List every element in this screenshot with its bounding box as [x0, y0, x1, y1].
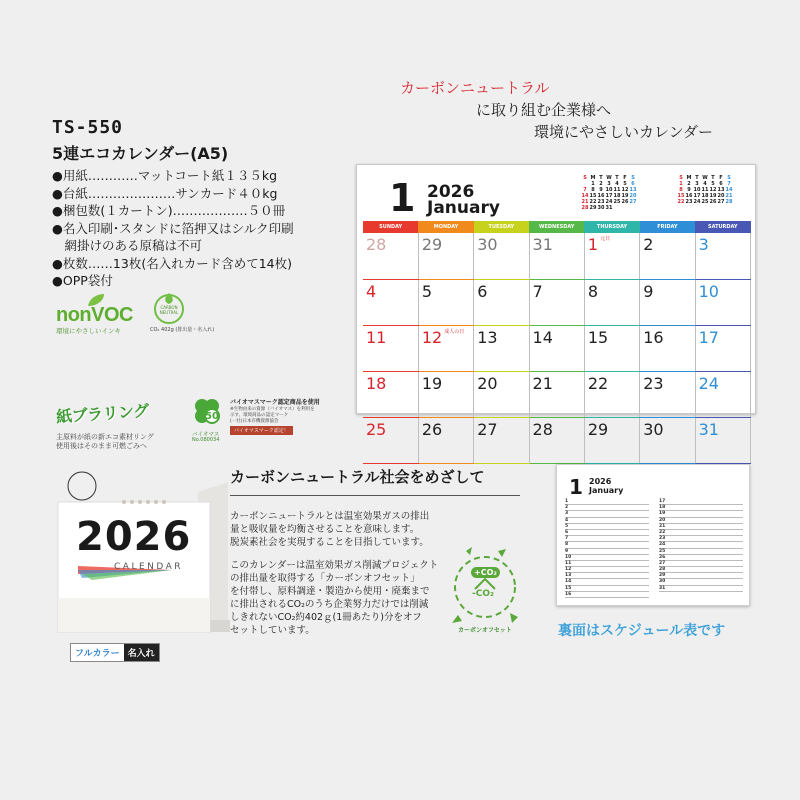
calendar-day-number: 3 — [698, 235, 709, 254]
schedule-day: 13 — [565, 573, 572, 579]
calendar-day — [363, 371, 418, 417]
mini-day: 3 — [607, 181, 611, 187]
mini-day: 23 — [685, 199, 693, 205]
calendar-day-number: 28 — [532, 419, 553, 439]
mini-day: 11 — [613, 187, 621, 193]
calendar-week — [363, 417, 751, 463]
mini-weekday: S — [727, 175, 731, 181]
mini-day: 12 — [709, 187, 717, 193]
mini-day: 1 — [591, 181, 595, 187]
calendar-day — [474, 279, 529, 325]
calendar-day-number: 29 — [421, 235, 443, 254]
calendar-day-number: 19 — [421, 373, 443, 393]
calendar-day — [695, 325, 750, 371]
calendar-week — [363, 279, 751, 325]
schedule-year: 2026 — [589, 477, 612, 486]
calendar-day-number: 17 — [698, 327, 719, 347]
calendar-day — [584, 325, 639, 371]
calendar-day — [695, 417, 750, 463]
carbon-text-line: の排出量を取得する「カーボンオフセット」 — [230, 573, 420, 584]
paper-ring-title: 紙ブラリング — [55, 401, 150, 427]
mini-day: 15 — [589, 193, 597, 199]
biomass-no: No.080034 — [192, 437, 220, 443]
biomass-ribbon: バイオマスマーク認定！ — [230, 426, 293, 435]
mini-day: 27 — [629, 199, 637, 205]
calendar-month-number: 1 — [389, 176, 416, 220]
carbon-offset-graphic — [440, 545, 530, 635]
mini-day: 27 — [717, 199, 725, 205]
mini-day: 3 — [695, 181, 699, 187]
mini-day: 15 — [677, 193, 685, 199]
schedule-day: 19 — [659, 511, 666, 517]
mini-day — [613, 205, 621, 211]
nonvoc-badge — [56, 292, 144, 336]
product-info — [52, 117, 342, 290]
spec-line: ●枚数……13枚(名入れカード含めて14枚) — [52, 255, 292, 271]
mini-day: 21 — [725, 193, 733, 199]
calendar-day-number: 1 — [587, 235, 599, 254]
mini-day — [629, 205, 637, 211]
mini-day: 12 — [621, 187, 629, 193]
desk-calendar-image — [52, 470, 242, 645]
calendar-week — [363, 325, 751, 371]
product-code: TS-550 — [52, 117, 124, 138]
mini-day: 20 — [629, 193, 637, 199]
calendar-day-number: 23 — [643, 373, 664, 393]
mini-day: 30 — [597, 205, 605, 211]
schedule-day: 7 — [565, 536, 569, 542]
mini-day: 26 — [709, 199, 717, 205]
leaf-icon — [86, 292, 106, 308]
mini-weekday: M — [590, 175, 596, 181]
calendar-grid — [363, 221, 751, 464]
carbon-section-title: カーボンニュートラル社会をめざして — [230, 468, 485, 486]
mini-day: 5 — [711, 181, 715, 187]
calendar-day-note: 成人の日 — [444, 328, 465, 335]
schedule-day: 21 — [659, 523, 666, 529]
weekday-header: TUESDAY — [474, 221, 529, 233]
calendar-day — [584, 279, 639, 325]
calendar-day-number: 25 — [366, 419, 387, 439]
schedule-preview — [556, 464, 750, 606]
carbon-paragraph-1 — [230, 510, 435, 549]
calendar-day — [695, 233, 750, 279]
carbon-text-line: を付帯し、原料調達・製造から使用・廃棄まで — [230, 586, 430, 597]
mini-day: 4 — [703, 181, 707, 187]
calendar-day-number: 2 — [643, 235, 654, 254]
spec-line: ●OPP袋付 — [52, 273, 113, 288]
schedule-caption: 裏面はスケジュール表です — [558, 623, 726, 639]
calendar-day — [418, 371, 473, 417]
mini-day: 23 — [597, 199, 605, 205]
calendar-week — [363, 233, 751, 279]
mini-weekday: T — [711, 175, 715, 181]
mini-day: 11 — [701, 187, 709, 193]
mini-day: 25 — [613, 199, 621, 205]
calendar-day — [529, 325, 584, 371]
mini-weekday: T — [599, 175, 603, 181]
schedule-right-column — [659, 499, 743, 592]
schedule-day: 11 — [565, 560, 572, 566]
calendar-day — [363, 325, 418, 371]
paper-ring-badge — [56, 400, 186, 451]
calendar-day — [640, 279, 695, 325]
calendar-day — [640, 371, 695, 417]
calendar-preview — [356, 164, 756, 439]
calendar-day-number: 31 — [698, 419, 719, 439]
schedule-day: 2 — [565, 505, 569, 511]
schedule-day: 24 — [659, 542, 666, 548]
calendar-day-number: 22 — [587, 373, 609, 393]
schedule-day: 25 — [659, 548, 666, 554]
calendar-day-number: 14 — [532, 327, 553, 347]
mini-calendar-next — [677, 175, 733, 205]
schedule-row — [565, 592, 649, 598]
schedule-month-number: 1 — [569, 475, 583, 499]
carbon-text-line: に排出されるCO₂のうち企業努力だけでは削減 — [230, 599, 429, 610]
slogan-line-3: 環境にやさしいカレンダー — [534, 123, 714, 141]
mini-day: 4 — [615, 181, 619, 187]
weekday-header: SUNDAY — [363, 221, 418, 233]
schedule-month-name: January — [589, 486, 624, 495]
carbon-text-line: セットしています。 — [230, 625, 315, 636]
calendar-day — [695, 371, 750, 417]
calendar-day — [474, 417, 529, 463]
schedule-day: 31 — [659, 585, 666, 591]
carbon-neutral-badge — [150, 290, 220, 335]
carbon-paragraph-2 — [230, 559, 439, 637]
calendar-day — [418, 417, 473, 463]
calendar-day-number: 28 — [366, 235, 387, 254]
mini-day: 14 — [725, 187, 733, 193]
calendar-day-number: 8 — [587, 281, 599, 301]
calendar-week — [363, 371, 751, 417]
schedule-day: 23 — [659, 536, 666, 542]
biomass-desc-2: 示す、環境商品の認定マーク — [230, 413, 289, 418]
mini-day: 25 — [701, 199, 709, 205]
mini-weekday: W — [606, 175, 612, 181]
mini-day: 18 — [613, 193, 621, 199]
schedule-day: 27 — [659, 560, 666, 566]
calendar-day-number: 24 — [698, 373, 719, 393]
calendar-day-number: 26 — [421, 419, 443, 439]
carbon-minus: -CO₂ — [472, 589, 494, 599]
biomass-desc-3: (一社)日本有機資源協会 — [230, 419, 279, 424]
weekday-header: SATURDAY — [695, 221, 750, 233]
calendar-day — [640, 417, 695, 463]
carbon-text-line: カーボンニュートラルとは温室効果ガスの排出 — [230, 511, 430, 522]
mini-day: 8 — [591, 187, 595, 193]
calendar-day-number: 30 — [643, 419, 664, 439]
carbon-text-line: 脱炭素社会を実現することを目指しています。 — [230, 537, 429, 548]
calendar-day — [529, 417, 584, 463]
calendar-day-number: 9 — [643, 281, 654, 301]
mini-day — [621, 205, 629, 211]
calendar-day-number: 4 — [366, 281, 377, 301]
carbon-title-divider — [230, 495, 520, 496]
mini-weekday: S — [583, 175, 587, 181]
calendar-day-number: 15 — [587, 327, 609, 347]
calendar-day — [584, 371, 639, 417]
mini-weekday: S — [679, 175, 683, 181]
calendar-day-note: 元日 — [600, 236, 611, 242]
mini-day: 26 — [621, 199, 629, 205]
mini-day: 10 — [693, 187, 701, 193]
desk-calendar-label: CALENDAR — [114, 562, 184, 572]
calendar-day-number: 6 — [477, 281, 488, 301]
mini-calendar-prev — [581, 175, 637, 211]
mini-weekday: F — [719, 175, 723, 181]
mini-day: 5 — [623, 181, 627, 187]
mini-day: 6 — [719, 181, 723, 187]
mini-day: 7 — [727, 181, 731, 187]
mini-weekday: F — [623, 175, 627, 181]
mini-weekday: M — [686, 175, 692, 181]
biomass-badge — [192, 396, 352, 456]
calendar-month-name: January — [427, 198, 500, 218]
calendar-day — [363, 233, 418, 279]
mini-day: 16 — [685, 193, 693, 199]
calendar-day-number: 31 — [532, 235, 553, 254]
mini-day: 22 — [677, 199, 685, 205]
schedule-day: 4 — [565, 517, 569, 523]
schedule-day: 6 — [565, 529, 569, 535]
calendar-day — [363, 279, 418, 325]
mini-day: 10 — [605, 187, 613, 193]
full-color-tag — [70, 643, 160, 662]
schedule-day: 28 — [659, 567, 666, 573]
calendar-day-number: 7 — [532, 281, 543, 301]
schedule-day: 20 — [659, 517, 666, 523]
schedule-row — [659, 586, 743, 592]
spec-line: ●名入印刷･スタンドに箔押又はシルク印刷 — [52, 220, 294, 236]
mini-day: 21 — [581, 199, 589, 205]
mini-day: 24 — [693, 199, 701, 205]
schedule-day: 1 — [565, 499, 569, 504]
carbon-text-line: しきれないCO₂約402ｇ(1冊あたり)分をオフ — [230, 612, 422, 623]
schedule-day: 5 — [565, 523, 569, 529]
desk-year: 2026 — [76, 514, 192, 560]
paper-ring-sub-2: 使用後はそのまま可燃ごみへ — [56, 442, 147, 450]
calendar-day — [529, 233, 584, 279]
nonvoc-title: nonVOC — [56, 304, 133, 326]
mini-day: 17 — [605, 193, 613, 199]
slogan — [400, 78, 740, 142]
calendar-day-number: 29 — [587, 419, 609, 439]
schedule-day: 16 — [565, 591, 572, 597]
weekday-header: MONDAY — [418, 221, 473, 233]
calendar-day — [418, 233, 473, 279]
mini-day: 9 — [687, 187, 691, 193]
calendar-day — [418, 325, 473, 371]
calendar-day-number: 11 — [366, 327, 387, 347]
calendar-day-number: 30 — [477, 235, 498, 254]
mini-day: 7 — [583, 187, 587, 193]
schedule-day: 30 — [659, 579, 666, 585]
calendar-day — [584, 233, 639, 279]
calendar-day-number: 10 — [698, 281, 719, 301]
mini-day: 24 — [605, 199, 613, 205]
mini-day: 1 — [679, 181, 683, 187]
nonvoc-subtitle: 環境にやさしいインキ — [56, 327, 121, 335]
mini-day: 6 — [631, 181, 635, 187]
calendar-day — [695, 279, 750, 325]
calendar-day — [640, 233, 695, 279]
schedule-day: 15 — [565, 585, 572, 591]
calendar-day — [529, 279, 584, 325]
mini-weekday: S — [631, 175, 635, 181]
carbon-offset-label: カーボンオフセット — [458, 627, 512, 634]
calendar-year: 2026 — [427, 182, 475, 202]
calendar-day-number: 13 — [477, 327, 498, 347]
mini-day: 17 — [693, 193, 701, 199]
biomass-desc-1: ※生物由来の資源（バイオマス）を利用を — [230, 407, 315, 412]
spec-line: ●台紙…………………サンカード４０kg — [52, 185, 278, 201]
mini-day: 20 — [717, 193, 725, 199]
schedule-day: 9 — [565, 548, 569, 554]
schedule-day: 22 — [659, 529, 666, 535]
spec-line: ●梱包数(１カートン)………………５０冊 — [52, 203, 286, 218]
calendar-day — [584, 417, 639, 463]
calendar-day-number: 20 — [477, 373, 498, 393]
mini-day: 18 — [701, 193, 709, 199]
mini-day: 2 — [687, 181, 691, 187]
calendar-day — [529, 371, 584, 417]
calendar-day-number: 27 — [477, 419, 498, 439]
schedule-left-column — [565, 499, 649, 598]
calendar-day — [474, 371, 529, 417]
weekday-header: WEDNESDAY — [529, 221, 584, 233]
calendar-day-number: 5 — [421, 281, 433, 301]
mini-day: 22 — [589, 199, 597, 205]
mini-weekday: T — [615, 175, 619, 181]
calendar-day — [640, 325, 695, 371]
mini-day: 28 — [581, 205, 589, 211]
calendar-day — [363, 417, 418, 463]
product-specs — [52, 167, 342, 290]
schedule-day: 12 — [565, 567, 572, 573]
mini-day: 9 — [599, 187, 603, 193]
schedule-day: 8 — [565, 542, 569, 548]
weekday-header: THURSDAY — [584, 221, 639, 233]
calendar-day-number: 12 — [421, 327, 443, 347]
mini-day: 14 — [581, 193, 589, 199]
schedule-day: 14 — [565, 579, 572, 585]
paper-ring-sub-1: 主原料が紙の新エコ素材リング — [56, 433, 154, 441]
calendar-day — [474, 325, 529, 371]
name-print-label: 名入れ — [124, 644, 159, 661]
carbon-neutral-label: CARBON NEUTRAL — [159, 305, 179, 315]
mini-day: 13 — [717, 187, 725, 193]
carbon-text-line: 量と吸収量を均衡させることを意味します。 — [230, 524, 420, 535]
full-color-label: フルカラー — [71, 644, 124, 661]
product-name: 5連エコカレンダー(A5) — [52, 144, 229, 163]
calendar-day-number: 16 — [643, 327, 664, 347]
carbon-plus: +CO₂ — [471, 567, 500, 578]
biomass-title: バイオマスマーク認定商品を使用 — [230, 399, 320, 406]
mini-weekday: T — [695, 175, 699, 181]
calendar-day — [418, 279, 473, 325]
calendar-day-number: 18 — [366, 373, 387, 393]
mini-day: 16 — [597, 193, 605, 199]
mini-day: 29 — [589, 205, 597, 211]
biomass-number: 50 — [205, 411, 219, 422]
mini-day: 31 — [605, 205, 613, 211]
mini-day: 19 — [621, 193, 629, 199]
mini-day: 19 — [709, 193, 717, 199]
mini-weekday: W — [702, 175, 708, 181]
schedule-day: 26 — [659, 554, 666, 560]
schedule-day: 29 — [659, 573, 666, 579]
spec-line: 網掛けのある原稿は不可 — [52, 238, 203, 253]
weekday-header: FRIDAY — [640, 221, 695, 233]
mini-day: 8 — [679, 187, 683, 193]
schedule-day: 17 — [659, 499, 666, 504]
calendar-day — [474, 233, 529, 279]
schedule-day: 18 — [659, 505, 666, 511]
carbon-neutral-subtitle: CO₂ 402g (排出量・名入れ) — [150, 327, 215, 333]
schedule-day: 10 — [565, 554, 572, 560]
calendar-day-number: 21 — [532, 373, 553, 393]
spec-line: ●用紙…………マットコート紙１３５kg — [52, 168, 278, 183]
biomass-label: バイオマス — [192, 432, 220, 438]
schedule-day: 3 — [565, 511, 569, 517]
slogan-line-2: に取り組む企業様へ — [476, 101, 612, 119]
slogan-line-1: カーボンニュートラル — [400, 79, 550, 97]
mini-day: 28 — [725, 199, 733, 205]
carbon-text-line: このカレンダーは温室効果ガス削減プロジェクト — [230, 560, 439, 571]
mini-day: 2 — [599, 181, 603, 187]
mini-day: 13 — [629, 187, 637, 193]
